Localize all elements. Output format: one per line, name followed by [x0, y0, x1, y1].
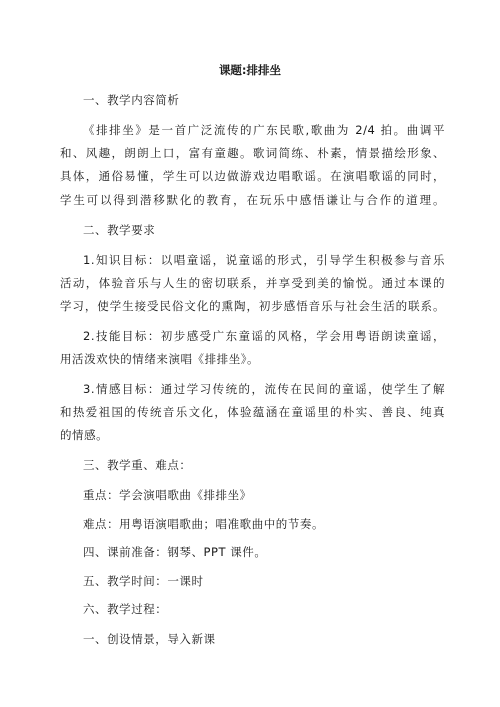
section-heading-process: 六、教学过程：	[83, 602, 168, 616]
section-heading-content-analysis: 一、教学内容简析	[83, 93, 180, 107]
paragraph-line: 重点：学会演唱歌曲《排排坐》	[83, 488, 252, 502]
paragraph-line: 《排排坐》是一首广泛流传的广东民歌,歌曲为 2/4 拍。曲调平	[83, 123, 445, 137]
paragraph-line: 和热爱祖国的传统音乐文化，体验蕴涵在童谣里的朴实、善良、纯真	[60, 405, 445, 419]
paragraph-line: 2.技能目标：初步感受广东童谣的风格，学会用粤语朗读童谣，	[83, 329, 445, 343]
paragraph-line: 和、风趣，朗朗上口，富有童趣。歌词简练、朴素，情景描绘形象、	[60, 146, 445, 160]
paragraph-line: 用活泼欢快的情绪来演唱《排排坐》。	[60, 352, 260, 366]
paragraph-line: 学生可以得到潜移默化的教育，在玩乐中感悟谦让与合作的道理。	[60, 193, 445, 207]
page-title: 课题:排排坐	[218, 63, 282, 77]
paragraph-line: 3.情感目标：通过学习传统的，流传在民间的童谣，使学生了解	[83, 382, 445, 396]
paragraph-line: 难点：用粤语演唱歌曲；唱准歌曲中的节奏。	[83, 517, 324, 531]
section-heading-requirements: 二、教学要求	[83, 223, 156, 237]
subsection-heading: 一、创设情景，导入新课	[83, 632, 216, 646]
paragraph-line: 1.知识目标：以唱童谣，说童谣的形式，引导学生积极参与音乐	[83, 253, 445, 267]
section-heading-key-points: 三、教学重、难点：	[83, 458, 192, 472]
section-heading-time: 五、教学时间：一课时	[83, 574, 204, 588]
section-heading-preparation: 四、课前准备：钢琴、PPT 课件。	[83, 545, 267, 559]
paragraph-line: 的情感。	[60, 428, 109, 442]
paragraph-line: 活动，体验音乐与人生的密切联系，并享受到美的愉悦。通过本课的	[60, 276, 445, 290]
paragraph-line: 具体，通俗易懂，学生可以边做游戏边唱歌谣。在演唱歌谣的同时，	[60, 169, 445, 183]
paragraph-line: 学习，使学生接受民俗文化的熏陶，初步感悟音乐与社会生活的联系。	[60, 299, 445, 313]
